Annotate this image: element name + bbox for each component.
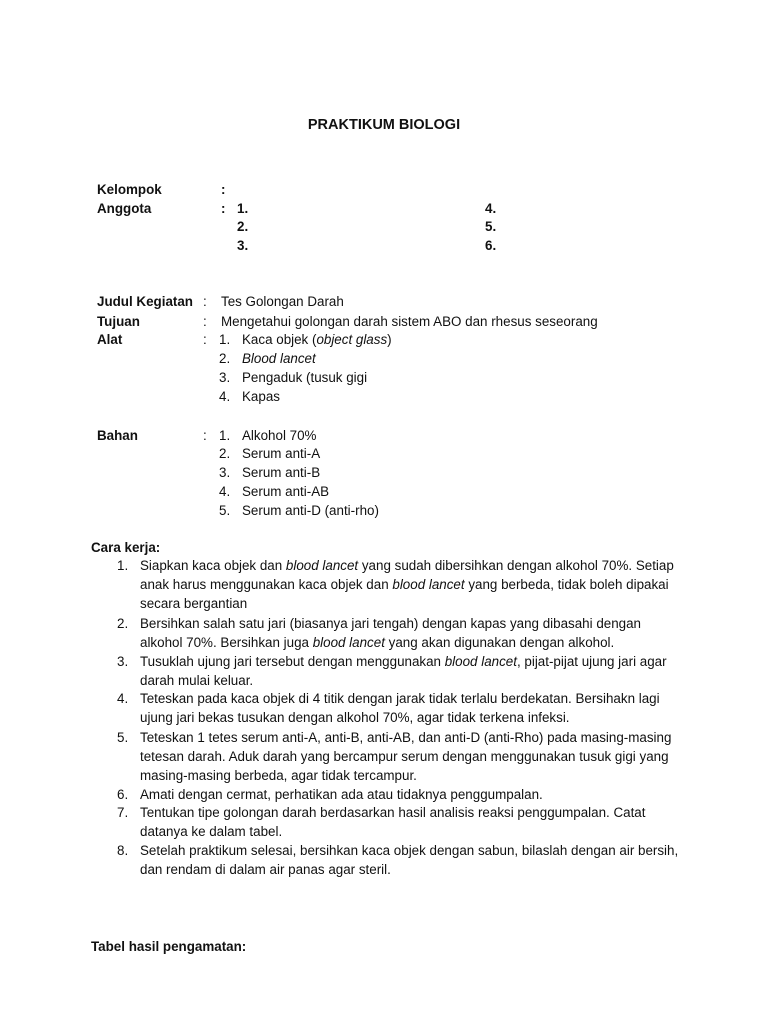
tujuan-label: Tujuan <box>97 314 140 329</box>
bahan-item-number: 5. <box>219 503 231 518</box>
step-number: 6. <box>117 787 129 802</box>
step-text-run: Setelah praktikum selesai, bersihkan kaca objek dengan sabun, bilaslah dengan air bersih, dan rendam di dalam air panas agar steril. <box>140 843 679 877</box>
step-item <box>117 786 687 805</box>
bahan-item-number: 1. <box>219 428 231 443</box>
step-text-run: yang akan digunakan dengan alkohol. <box>384 634 615 650</box>
anggota-number: 1. <box>237 201 249 216</box>
anggota-number: 2. <box>237 219 249 234</box>
step-item <box>117 557 687 613</box>
tabel-heading: Tabel hasil pengamatan: <box>91 939 247 954</box>
step-text-run: Tusuklah ujung jari tersebut dengan menggunakan <box>140 654 445 669</box>
alat-item-number: 2. <box>219 351 231 366</box>
step-number: 4. <box>117 691 129 706</box>
step-text <box>140 729 687 785</box>
anggota-number: 5. <box>485 219 497 234</box>
step-number: 7. <box>117 805 129 820</box>
step-text-run: Teteskan 1 tetes serum anti-A, anti-B, anti-AB, dan anti-D (anti-Rho) pada masing-masing tetesan darah. Aduk darah yang bercampur serum dengan menggunakan tusuk gigi yang masing-masing berbeda, agar tidak tercampur. <box>140 730 672 783</box>
step-text-italic: blood lancet <box>312 634 385 650</box>
step-text <box>140 804 687 842</box>
alat-item: Kaca objek (object glass) <box>242 332 392 347</box>
judul-label: Judul Kegiatan <box>97 294 193 309</box>
anggota-number: 6. <box>485 238 497 253</box>
alat-item-number: 3. <box>219 370 231 385</box>
step-text-run: Teteskan pada kaca objek di 4 titik dengan jarak tidak terlalu berdekatan. Bersihakn lagi ujung jari bekas tusukan dengan alkohol 70%, agar tidak terkena infeksi. <box>140 691 660 725</box>
step-text-run: yang berbeda, tidak boleh dipakai secara bergantian <box>140 576 669 611</box>
alat-label: Alat <box>97 332 123 347</box>
judul-colon: : <box>203 294 207 309</box>
step-text <box>140 690 687 728</box>
step-text-italic: blood lancet <box>392 576 465 592</box>
anggota-label: Anggota <box>97 201 152 216</box>
step-item <box>117 615 687 653</box>
page-title: PRAKTIKUM BIOLOGI <box>307 117 461 133</box>
step-text <box>140 786 687 805</box>
bahan-item-number: 3. <box>219 465 231 480</box>
bahan-item: Serum anti-D (anti-rho) <box>242 503 379 518</box>
step-text-run: Bersihkan salah satu jari (biasanya jari tengah) dengan kapas yang dibasahi dengan alkohol 70%. Bersihkan juga <box>140 616 641 650</box>
alat-item: Pengaduk (tusuk gigi <box>242 370 368 385</box>
tujuan-value: Mengetahui golongan darah sistem ABO dan rhesus seseorang <box>221 314 598 329</box>
step-item <box>117 653 687 691</box>
bahan-item-number: 4. <box>219 484 231 499</box>
tujuan-colon: : <box>203 314 207 329</box>
alat-item: Blood lancet <box>242 351 316 366</box>
alat-colon: : <box>203 332 207 347</box>
alat-item-number: 4. <box>219 389 231 404</box>
alat-item: Kapas <box>242 389 280 404</box>
bahan-item: Serum anti-A <box>242 446 321 461</box>
bahan-item: Serum anti-AB <box>242 484 330 499</box>
step-text <box>140 615 687 653</box>
step-item <box>117 842 687 880</box>
bahan-item: Serum anti-B <box>242 465 321 480</box>
anggota-number: 3. <box>237 238 249 253</box>
step-text <box>140 842 687 880</box>
bahan-colon: : <box>203 428 207 443</box>
step-text <box>140 557 687 613</box>
step-text-run: yang sudah dibersihkan dengan alkohol 70%. Setiap anak harus menggunakan kaca objek dan <box>140 558 674 592</box>
bahan-item-number: 2. <box>219 446 231 461</box>
judul-value: Tes Golongan Darah <box>221 294 344 309</box>
step-number: 3. <box>117 654 129 669</box>
step-number: 1. <box>117 558 129 573</box>
anggota-number: 4. <box>485 201 497 216</box>
step-text-run: Siapkan kaca objek dan <box>140 558 286 573</box>
step-item <box>117 729 687 785</box>
kelompok-label: Kelompok <box>97 182 162 197</box>
step-text-run: , pijat-pijat ujung jari agar darah mulai keluar. <box>140 654 667 688</box>
step-text-run: Amati dengan cermat, perhatikan ada atau tidaknya penggumpalan. <box>140 787 543 802</box>
cara-kerja-heading: Cara kerja: <box>91 540 161 555</box>
step-number: 2. <box>117 616 129 631</box>
step-text-italic: blood lancet <box>285 558 359 573</box>
step-text-run: Tentukan tipe golongan darah berdasarkan hasil analisis reaksi penggumpalan. Catat datanya ke dalam tabel. <box>140 805 646 839</box>
step-text-italic: blood lancet <box>444 654 517 669</box>
step-number: 5. <box>117 730 129 745</box>
step-text <box>140 653 687 691</box>
bahan-item: Alkohol 70% <box>242 428 317 443</box>
step-item <box>117 690 687 728</box>
bahan-label: Bahan <box>97 428 138 443</box>
kelompok-colon: : <box>221 182 226 197</box>
alat-item-number: 1. <box>219 332 231 347</box>
anggota-colon: : <box>221 201 226 216</box>
step-item <box>117 804 687 842</box>
step-number: 8. <box>117 843 129 858</box>
